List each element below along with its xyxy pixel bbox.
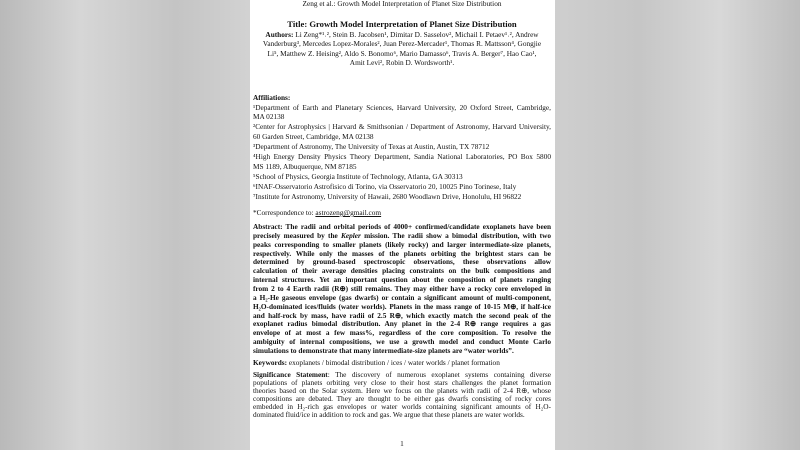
abs-line: and half-rock by mass, have radii of 2.5 R⊕, which exactly match the second peak of the	[253, 310, 551, 320]
keywords-text: exoplanets / bimodal distribution / ices / water worlds / planet formation	[287, 358, 500, 367]
keywords	[253, 359, 551, 368]
significance-text: : The discovery of numerous exoplanet systems containing diverse	[327, 370, 552, 379]
paper-title: Title: Growth Model Interpretation of Planet Size Distribution	[287, 19, 517, 29]
aff-line: MS 1189, Albuquerque, NM 87185	[253, 161, 357, 171]
abs-line: envelope of at most a few mass%, regardless of the core composition. To resolve the	[253, 328, 551, 338]
abstract-kepler: Kepler	[340, 230, 361, 240]
sig-line: compositions are debated. They are thought to be either gas dwarfs consisting of rocky cores	[253, 394, 551, 403]
correspondence	[253, 209, 551, 218]
abs-line: calculation of their average densities placing constraints on the bulk compositions and	[253, 266, 551, 276]
running-header: Zeng et al.: Growth Model Interpretation of Planet Size Distribution	[302, 0, 502, 8]
document-page	[250, 0, 555, 450]
aff-line: ⁷Institute for Astronomy, University of Hawaii, 2680 Woodlawn Drive, Honolulu, HI 96822	[253, 191, 522, 201]
abs-line: a H₂-He gaseous envelope (gas dwarfs) or contain a significant amount of multi-component,	[253, 292, 551, 302]
abstract-text: mission. The radii show a bimodal distribution, with two	[360, 230, 552, 240]
abstract-line: Abstract: The radii and orbital periods of 4000+ confirmed/candidate exoplanets have been	[253, 222, 551, 231]
aff-line: ¹Department of Earth and Planetary Sciences, Harvard University, 20 Oxford Street, Cambridge,	[253, 102, 551, 112]
aff-line: ⁴High Energy Density Physics Theory Department, Sandia National Laboratories, PO Box 5800	[253, 152, 551, 161]
aff-line: ⁵School of Physics, Georgia Institute of Technology, Atlanta, GA 30313	[253, 171, 463, 181]
correspondence-label: *Correspondence to:	[253, 208, 316, 217]
aff-line: ³Department of Astronomy, The University of Texas at Austin, Austin, TX 78712	[253, 142, 490, 152]
abs-line: determined by ground-based spectroscopic observations, these observations allow	[253, 257, 551, 267]
aff-line: MA 02138	[253, 112, 285, 122]
significance-label: Significance Statement	[253, 370, 328, 379]
aff-line: ²Center for Astrophysics | Harvard & Smithsonian / Department of Astronomy, Harvard University,	[253, 122, 551, 132]
aff-line: 60 Garden Street, Cambridge, MA 02138	[253, 132, 374, 142]
abstract-text: precisely measured by the	[253, 230, 341, 240]
correspondence-email-link[interactable]: astrozeng@gmail.com	[315, 208, 382, 217]
affiliations-label: Affiliations:	[253, 92, 291, 102]
abs-line: simulations to demonstrate that many intermediate-size planets are “water worlds”.	[253, 346, 514, 356]
authors-line: Li⁵, Matthew Z. Heising², Aldo S. Bonomo⁶, Mario Damasso⁶, Travis A. Berger⁷, Hao Cao¹,	[267, 48, 537, 58]
sig-line: dominated fluid/ice in addition to rock and gas. We argue that these planets are water worlds.	[253, 410, 525, 419]
keywords-label: Keywords:	[253, 358, 288, 367]
authors-line: Vanderburg³, Mercedes Lopez-Morales², Juan Perez-Mercader¹, Thomas R. Mattsson⁴, Gongjie	[262, 39, 542, 48]
abs-line: ambiguity of internal compositions, we use a growth model and conduct Monte Carlo	[253, 337, 551, 347]
authors-line: Amit Levi², Robin D. Wordsworth¹.	[349, 58, 455, 67]
sig-line: theories based on the Solar system. Here we focus on the planets with radii of 2-4 R⊕, whose	[253, 386, 551, 395]
aff-line: ⁶INAF-Osservatorio Astrofisico di Torino, via Osservatorio 20, 10025 Pino Torinese, Italy	[253, 181, 517, 191]
authors-label: Authors:	[265, 29, 294, 39]
page-number: 1	[400, 439, 404, 448]
abs-line: from 2 to 4 Earth radii (R⊕) still remains. They may either have a rocky core enveloped in	[253, 284, 551, 294]
abs-line: peaks corresponding to smaller planets (likely rocky) and larger intermediate-size planets,	[253, 239, 551, 249]
abs-line: H₂O-dominated ices/fluids (water worlds). Planets in the mass range of 10-15 M⊕, if half-ice	[253, 301, 551, 311]
abs-line: internal structures. Yet an important question about the composition of planets ranging	[253, 275, 551, 285]
abs-line: respectively. While only the masses of the planets orbiting the brightest stars can be	[253, 248, 551, 258]
authors-text: Li Zeng*¹˒², Stein B. Jacobsen¹, Dimitar D. Sasselov², Michail I. Petaev¹˒², Andrew	[295, 29, 539, 39]
abs-line: exoplanet radius bimodal distribution. Any planet in the 2-4 R⊕ range requires a gas	[253, 319, 551, 329]
authors-line	[253, 31, 551, 40]
sig-line: embedded in H₂-rich gas envelopes or water worlds containing significant amounts of H₂O-	[253, 402, 551, 411]
sig-line: populations of planets orbiting very close to their host stars challenges the planet formation	[253, 378, 551, 387]
